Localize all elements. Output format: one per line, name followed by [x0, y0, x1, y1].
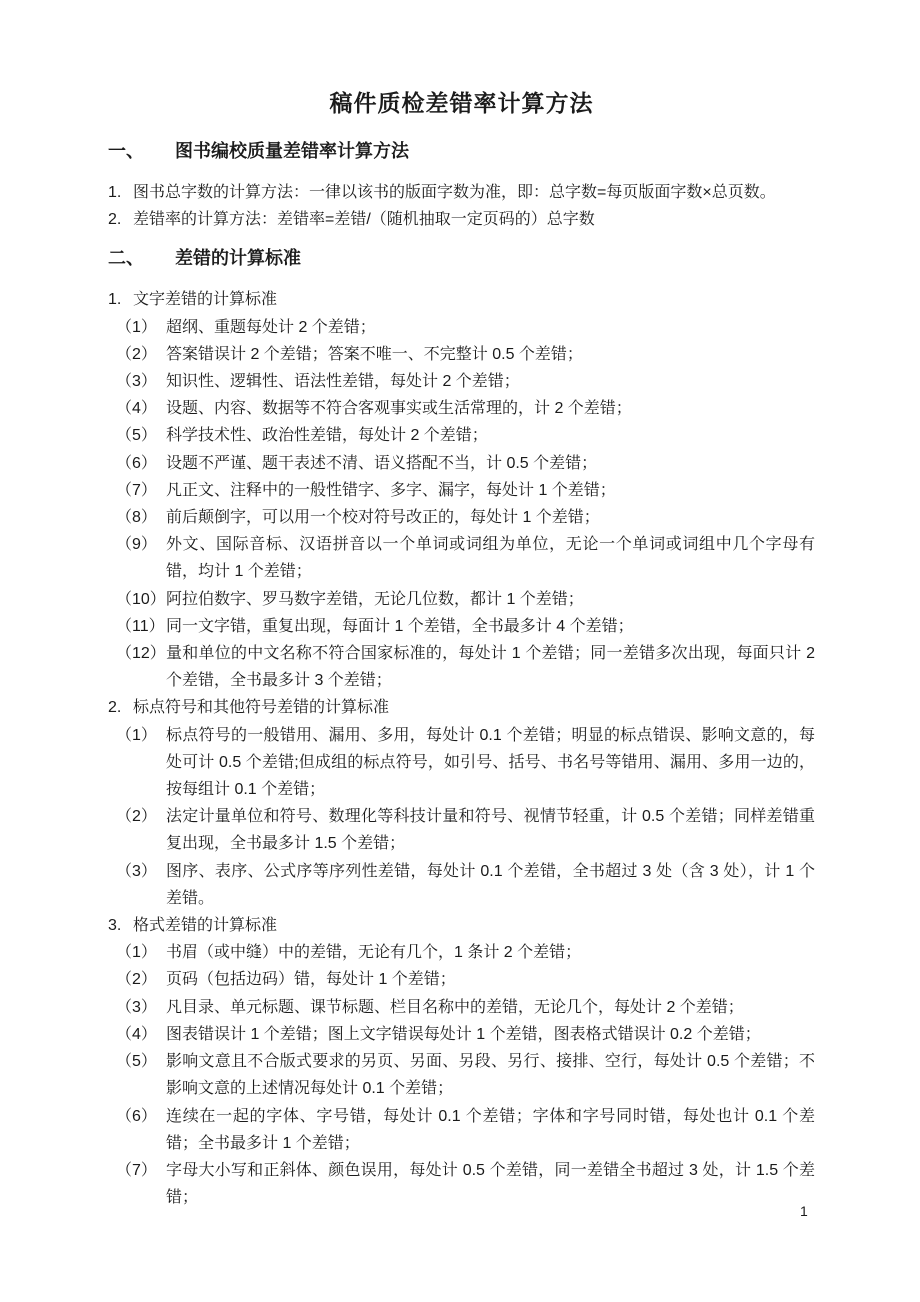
subitem-number: （9） [116, 536, 157, 554]
page-number: 1 [800, 1203, 808, 1219]
list-item [108, 912, 815, 939]
section-number: 二、 [108, 248, 144, 269]
sub-list-item [116, 1048, 815, 1102]
subitem-number: （2） [116, 808, 157, 826]
sub-list-item [116, 966, 815, 993]
subitem-text: 知识性、逻辑性、语法性差错，每处计 2 个差错； [166, 373, 520, 391]
item-list [108, 286, 815, 1211]
sub-list-item [116, 531, 815, 585]
sub-list-item [116, 314, 815, 341]
item-number: 2. [108, 699, 122, 717]
subitem-text: 法定计量单位和符号、数理化等科技计量和符号、视情节轻重，计 0.5 个差错；同样差错重复出现，全书最多计 1.5 个差错； [166, 808, 815, 853]
subitem-number: （6） [116, 1107, 157, 1125]
subitem-text: 影响文意且不合版式要求的另页、另面、另段、另行、接排、空行，每处计 0.5 个差错；不影响文意的上述情况每处计 0.1 个差错； [166, 1053, 815, 1098]
sub-list-item [116, 640, 815, 694]
item-text: 文字差错的计算标准 [133, 291, 278, 309]
sub-list-item [116, 586, 815, 613]
sub-list-item [116, 722, 815, 804]
item-text: 差错率的计算方法：差错率=差错/（随机抽取一定页码的）总字数 [133, 211, 595, 229]
sub-list-item [116, 1021, 815, 1048]
sub-list-item [116, 368, 815, 395]
list-item [108, 206, 815, 233]
item-number: 1. [108, 184, 122, 201]
subitem-number: （7） [116, 1161, 157, 1179]
sub-list-item [116, 1103, 815, 1157]
subitem-number: （5） [116, 1053, 157, 1071]
sub-list-item [116, 1157, 815, 1211]
sub-list-item [116, 939, 815, 966]
subitem-text: 书眉（或中缝）中的差错，无论有几个，1 条计 2 个差错； [166, 944, 582, 962]
sub-list-item [116, 994, 815, 1021]
subitem-number: （3） [116, 998, 157, 1016]
subitem-number: （5） [116, 427, 157, 445]
subitem-number: （1） [116, 726, 157, 744]
subitem-text: 量和单位的中文名称不符合国家标准的，每处计 1 个差错；同一差错多次出现，每面只计 2 个差错，全书最多计 3 个差错； [166, 645, 815, 690]
subitem-number: （12） [116, 645, 166, 663]
subitem-number: （8） [116, 509, 157, 527]
document-body [108, 140, 815, 1211]
sub-list-item [116, 858, 815, 912]
subitem-text: 凡目录、单元标题、课节标题、栏目名称中的差错，无论几个，每处计 2 个差错； [166, 998, 744, 1016]
subitem-text: 答案错误计 2 个差错；答案不唯一、不完整计 0.5 个差错； [166, 345, 583, 363]
sub-list-item [116, 613, 815, 640]
item-number: 3. [108, 917, 122, 935]
subitem-number: （4） [116, 1025, 157, 1043]
subitem-text: 标点符号的一般错用、漏用、多用，每处计 0.1 个差错；明显的标点错误、影响文意的，每处可计 0.5 个差错;但成组的标点符号，如引号、括号、书名号等错用、漏用、多用一边的，按每组计 0.1 个差错； [166, 726, 815, 799]
section-heading [108, 140, 815, 163]
list-item [108, 286, 815, 313]
item-number: 1. [108, 291, 122, 309]
subitem-text: 前后颠倒字，可以用一个校对符号改正的，每处计 1 个差错； [166, 509, 600, 527]
subitem-number: （4） [116, 400, 157, 418]
subitem-text: 科学技术性、政治性差错，每处计 2 个差错； [166, 427, 488, 445]
section-heading-label: 图书编校质量差错率计算方法 [175, 141, 409, 161]
subitem-number: （10） [116, 590, 166, 608]
item-text: 标点符号和其他符号差错的计算标准 [133, 699, 390, 717]
item-number: 2. [108, 211, 122, 229]
item-text: 格式差错的计算标准 [133, 917, 278, 935]
subitem-text: 外文、国际音标、汉语拼音以一个单词或词组为单位，无论一个单词或词组中几个字母有错，均计 1 个差错； [166, 536, 815, 581]
sub-list-item [116, 803, 815, 857]
subitem-text: 超纲、重题每处计 2 个差错； [166, 318, 376, 336]
subitem-text: 设题、内容、数据等不符合客观事实或生活常理的，计 2 个差错； [166, 400, 632, 418]
subitem-text: 图序、表序、公式序等序列性差错，每处计 0.1 个差错，全书超过 3 处（含 3 处），计 1 个差错。 [166, 862, 815, 907]
subitem-text: 同一文字错，重复出现，每面计 1 个差错，全书最多计 4 个差错； [166, 617, 634, 635]
sub-list-item [116, 341, 815, 368]
list-item [108, 694, 815, 721]
sub-list-item [116, 395, 815, 422]
section-number: 一、 [108, 141, 144, 161]
list-item [108, 179, 815, 206]
subitem-text: 图表错误计 1 个差错；图上文字错误每处计 1 个差错，图表格式错误计 0.2 个差错； [166, 1025, 761, 1043]
subitem-number: （3） [116, 373, 157, 391]
sub-list-item [116, 504, 815, 531]
sub-list-item [116, 477, 815, 504]
subitem-text: 阿拉伯数字、罗马数字差错，无论几位数，都计 1 个差错； [166, 590, 584, 608]
subitem-number: （2） [116, 345, 157, 363]
subitem-text: 连续在一起的字体、字号错，每处计 0.1 个差错；字体和字号同时错，每处也计 0.1 个差错；全书最多计 1 个差错； [166, 1107, 815, 1152]
subitem-text: 页码（包括边码）错，每处计 1 个差错； [166, 971, 456, 989]
subitem-text: 字母大小写和正斜体、颜色误用，每处计 0.5 个差错，同一差错全书超过 3 处，计 1.5 个差错； [166, 1161, 815, 1207]
subitem-text: 凡正文、注释中的一般性错字、多字、漏字，每处计 1 个差错； [166, 481, 616, 499]
sub-list-item [116, 422, 815, 449]
subitem-number: （3） [116, 862, 157, 880]
subitem-text: 设题不严谨、题干表述不清、语义搭配不当，计 0.5 个差错； [166, 454, 598, 472]
page-title: 稿件质检差错率计算方法 [329, 90, 594, 116]
subitem-number: （7） [116, 481, 157, 499]
item-text: 图书总字数的计算方法：一律以该书的版面字数为准，即：总字数=每页版面字数×总页数。 [133, 184, 776, 201]
section-heading [108, 247, 815, 270]
subitem-number: （1） [116, 944, 157, 962]
subitem-number: （1） [116, 318, 157, 336]
subitem-number: （6） [116, 454, 157, 472]
section-heading-label: 差错的计算标准 [175, 248, 301, 269]
subitem-number: （2） [116, 971, 157, 989]
item-list [108, 179, 815, 233]
subitem-number: （11） [116, 617, 165, 635]
sub-list-item [116, 450, 815, 477]
